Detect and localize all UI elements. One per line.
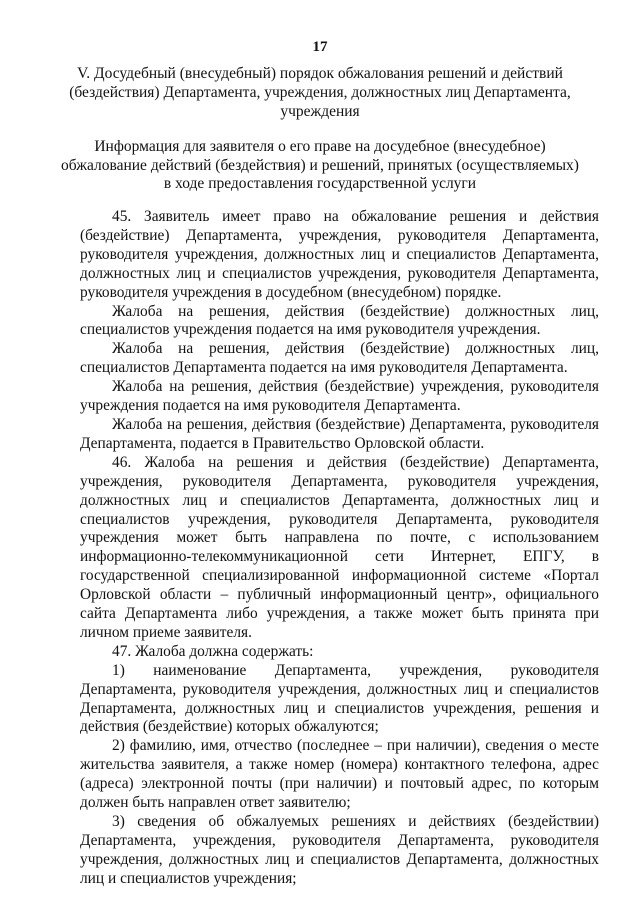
paragraph-complaint-department-staff: Жалоба на решения, действия (бездействие) должностных лиц, специалистов Департамента подается на имя руководителя Департамента. (80, 340, 599, 377)
paragraph-46: 46. Жалоба на решения и действия (бездействие) Департамента, учреждения, руководителя Департамента, руководителя учреждения, должностных лиц и специалистов Департамента, должностных лиц и специалистов учреждения, руководителя Департамента, руководителя учреждения может быть направлена по почте, с использованием информационно-телекоммуникационной сети Интернет, ЕПГУ, в государственной специализированной информационной системе «Портал Орловской области – публичный информационный центр», официального сайта Департамента либо учреждения, а также может быть принята при личном приеме заявителя. (80, 453, 599, 641)
paragraph-complaint-institution-head: Жалоба на решения, действия (бездействие) учреждения, руководителя учреждения подается на имя руководителя Департамента. (80, 378, 599, 415)
info-heading (60, 138, 580, 194)
paragraph-complaint-institution-staff: Жалоба на решения, действия (бездействие) должностных лиц, специалистов учреждения подается на имя руководителя учреждения. (80, 302, 599, 339)
page-number: 17 (312, 39, 328, 55)
info-heading-line: в ходе предоставления государственной услуги (163, 175, 477, 192)
list-item-1: 1) наименование Департамента, учреждения, руководителя Департамента, руководителя учреждения, должностных лиц и специалистов Департамента, должностных лиц и специалистов учреждения, решения и действия (бездействие) которых обжалуются; (80, 661, 599, 736)
paragraph-complaint-department-head: Жалоба на решения, действия (бездействие) Департамента, руководителя Департамента, подается в Правительство Орловской области. (80, 415, 599, 452)
paragraph-45: 45. Заявитель имеет право на обжалование решения и действия (бездействие) Департамента, учреждения, руководителя Департамента, руководителя учреждения, должностных лиц и специалистов Департамента, должностных лиц и специалистов учреждения, руководителя Департамента, руководителя учреждения в досудебном (внесудебном) порядке. (80, 208, 599, 301)
info-heading-line: обжалование действий (бездействия) и решений, принятых (осуществляемых) (61, 156, 579, 174)
section-heading-line: (бездействия) Департамента, учреждения, должностных лиц Департамента, (69, 84, 571, 101)
section-heading-line: V. Досудебный (внесудебный) порядок обжалования решений и действий (77, 65, 563, 82)
list-item-3: 3) сведения об обжалуемых решениях и действиях (бездействии) Департамента, учреждения, руководителя Департамента, руководителя учреждения, должностных лиц и специалистов Департамента, должностных лиц и специалистов учреждения; (80, 813, 599, 887)
paragraph-47: 47. Жалоба должна содержать: (112, 642, 314, 660)
list-item-2: 2) фамилию, имя, отчество (последнее – при наличии), сведения о месте жительства заявителя, а также номер (номера) контактного телефона, адрес (адреса) электронной почты (при наличии) и почтовый адрес, по которым должен быть направлен ответ заявителю; (80, 737, 599, 812)
info-heading-line: Информация для заявителя о его праве на досудебное (внесудебное) (94, 138, 546, 155)
section-heading (60, 64, 580, 121)
section-heading-line: учреждения (280, 103, 360, 120)
document-body (80, 208, 599, 889)
